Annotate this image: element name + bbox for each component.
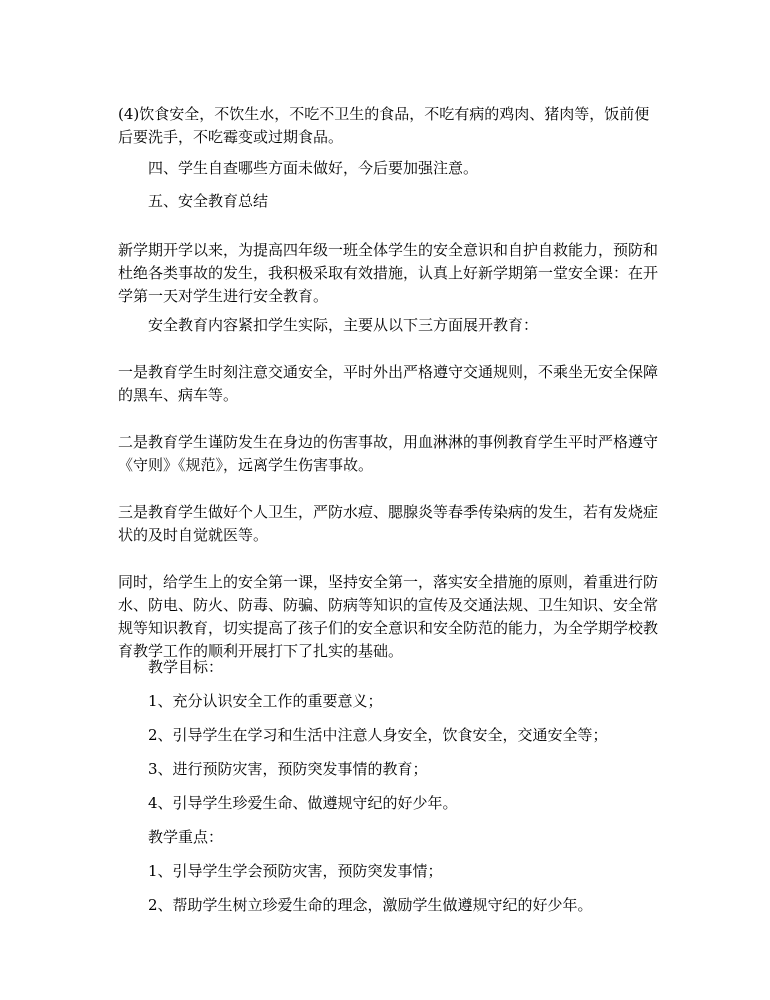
goal-item-1: 1、充分认识安全工作的重要意义； bbox=[148, 692, 383, 710]
paragraph-point-one: 一是教育学生时刻注意交通安全，平时外出严格遵守交通规则，不乘坐无安全保障的黑车、病车等。 bbox=[118, 363, 659, 404]
heading-self-check: 四、学生自查哪些方面未做好，今后要加强注意。 bbox=[148, 159, 479, 177]
paragraph-point-two: 二是教育学生谨防发生在身边的伤害事故，用血淋淋的事例教育学生平时严格遵守《守则》《规范》，远离学生伤害事故。 bbox=[118, 433, 659, 474]
paragraph-conclusion: 同时，给学生上的安全第一课，坚持安全第一，落实安全措施的原则，着重进行防水、防电、防火、防毒、防骗、防病等知识的宣传及交通法规、卫生知识、安全常规等知识教育，切实提高了孩子们的安全意识和安全防范的能力，为全学期学校教育教学工作的顺利开展打下了扎实的基础。 bbox=[118, 573, 659, 660]
paragraph-point-three: 三是教育学生做好个人卫生，严防水痘、腮腺炎等春季传染病的发生，若有发烧症状的及时自觉就医等。 bbox=[118, 503, 659, 544]
paragraph-content-overview: 安全教育内容紧扣学生实际，主要从以下三方面展开教育： bbox=[148, 316, 539, 334]
heading-teaching-focus: 教学重点： bbox=[148, 828, 224, 846]
heading-teaching-goals: 教学目标： bbox=[148, 658, 224, 676]
heading-summary: 五、安全教育总结 bbox=[148, 192, 269, 210]
paragraph-food-safety: (4)饮食安全，不饮生水，不吃不卫生的食品，不吃有病的鸡肉、猪肉等，饭前便后要洗手，不吃霉变或过期食品。 bbox=[118, 105, 650, 146]
goal-item-3: 3、进行预防灾害，预防突发事情的教育； bbox=[148, 760, 428, 778]
focus-item-1: 1、引导学生学会预防灾害，预防突发事情； bbox=[148, 862, 443, 880]
goal-item-4: 4、引导学生珍爱生命、做遵规守纪的好少年。 bbox=[148, 794, 458, 812]
paragraph-intro: 新学期开学以来，为提高四年级一班全体学生的安全意识和自护自救能力，预防和杜绝各类事故的发生，我积极采取有效措施，认真上好新学期第一堂安全课：在开学第一天对学生进行安全教育。 bbox=[118, 241, 659, 305]
focus-item-2: 2、帮助学生树立珍爱生命的理念，激励学生做遵规守纪的好少年。 bbox=[148, 896, 593, 914]
goal-item-2: 2、引导学生在学习和生活中注意人身安全，饮食安全，交通安全等； bbox=[148, 726, 608, 744]
